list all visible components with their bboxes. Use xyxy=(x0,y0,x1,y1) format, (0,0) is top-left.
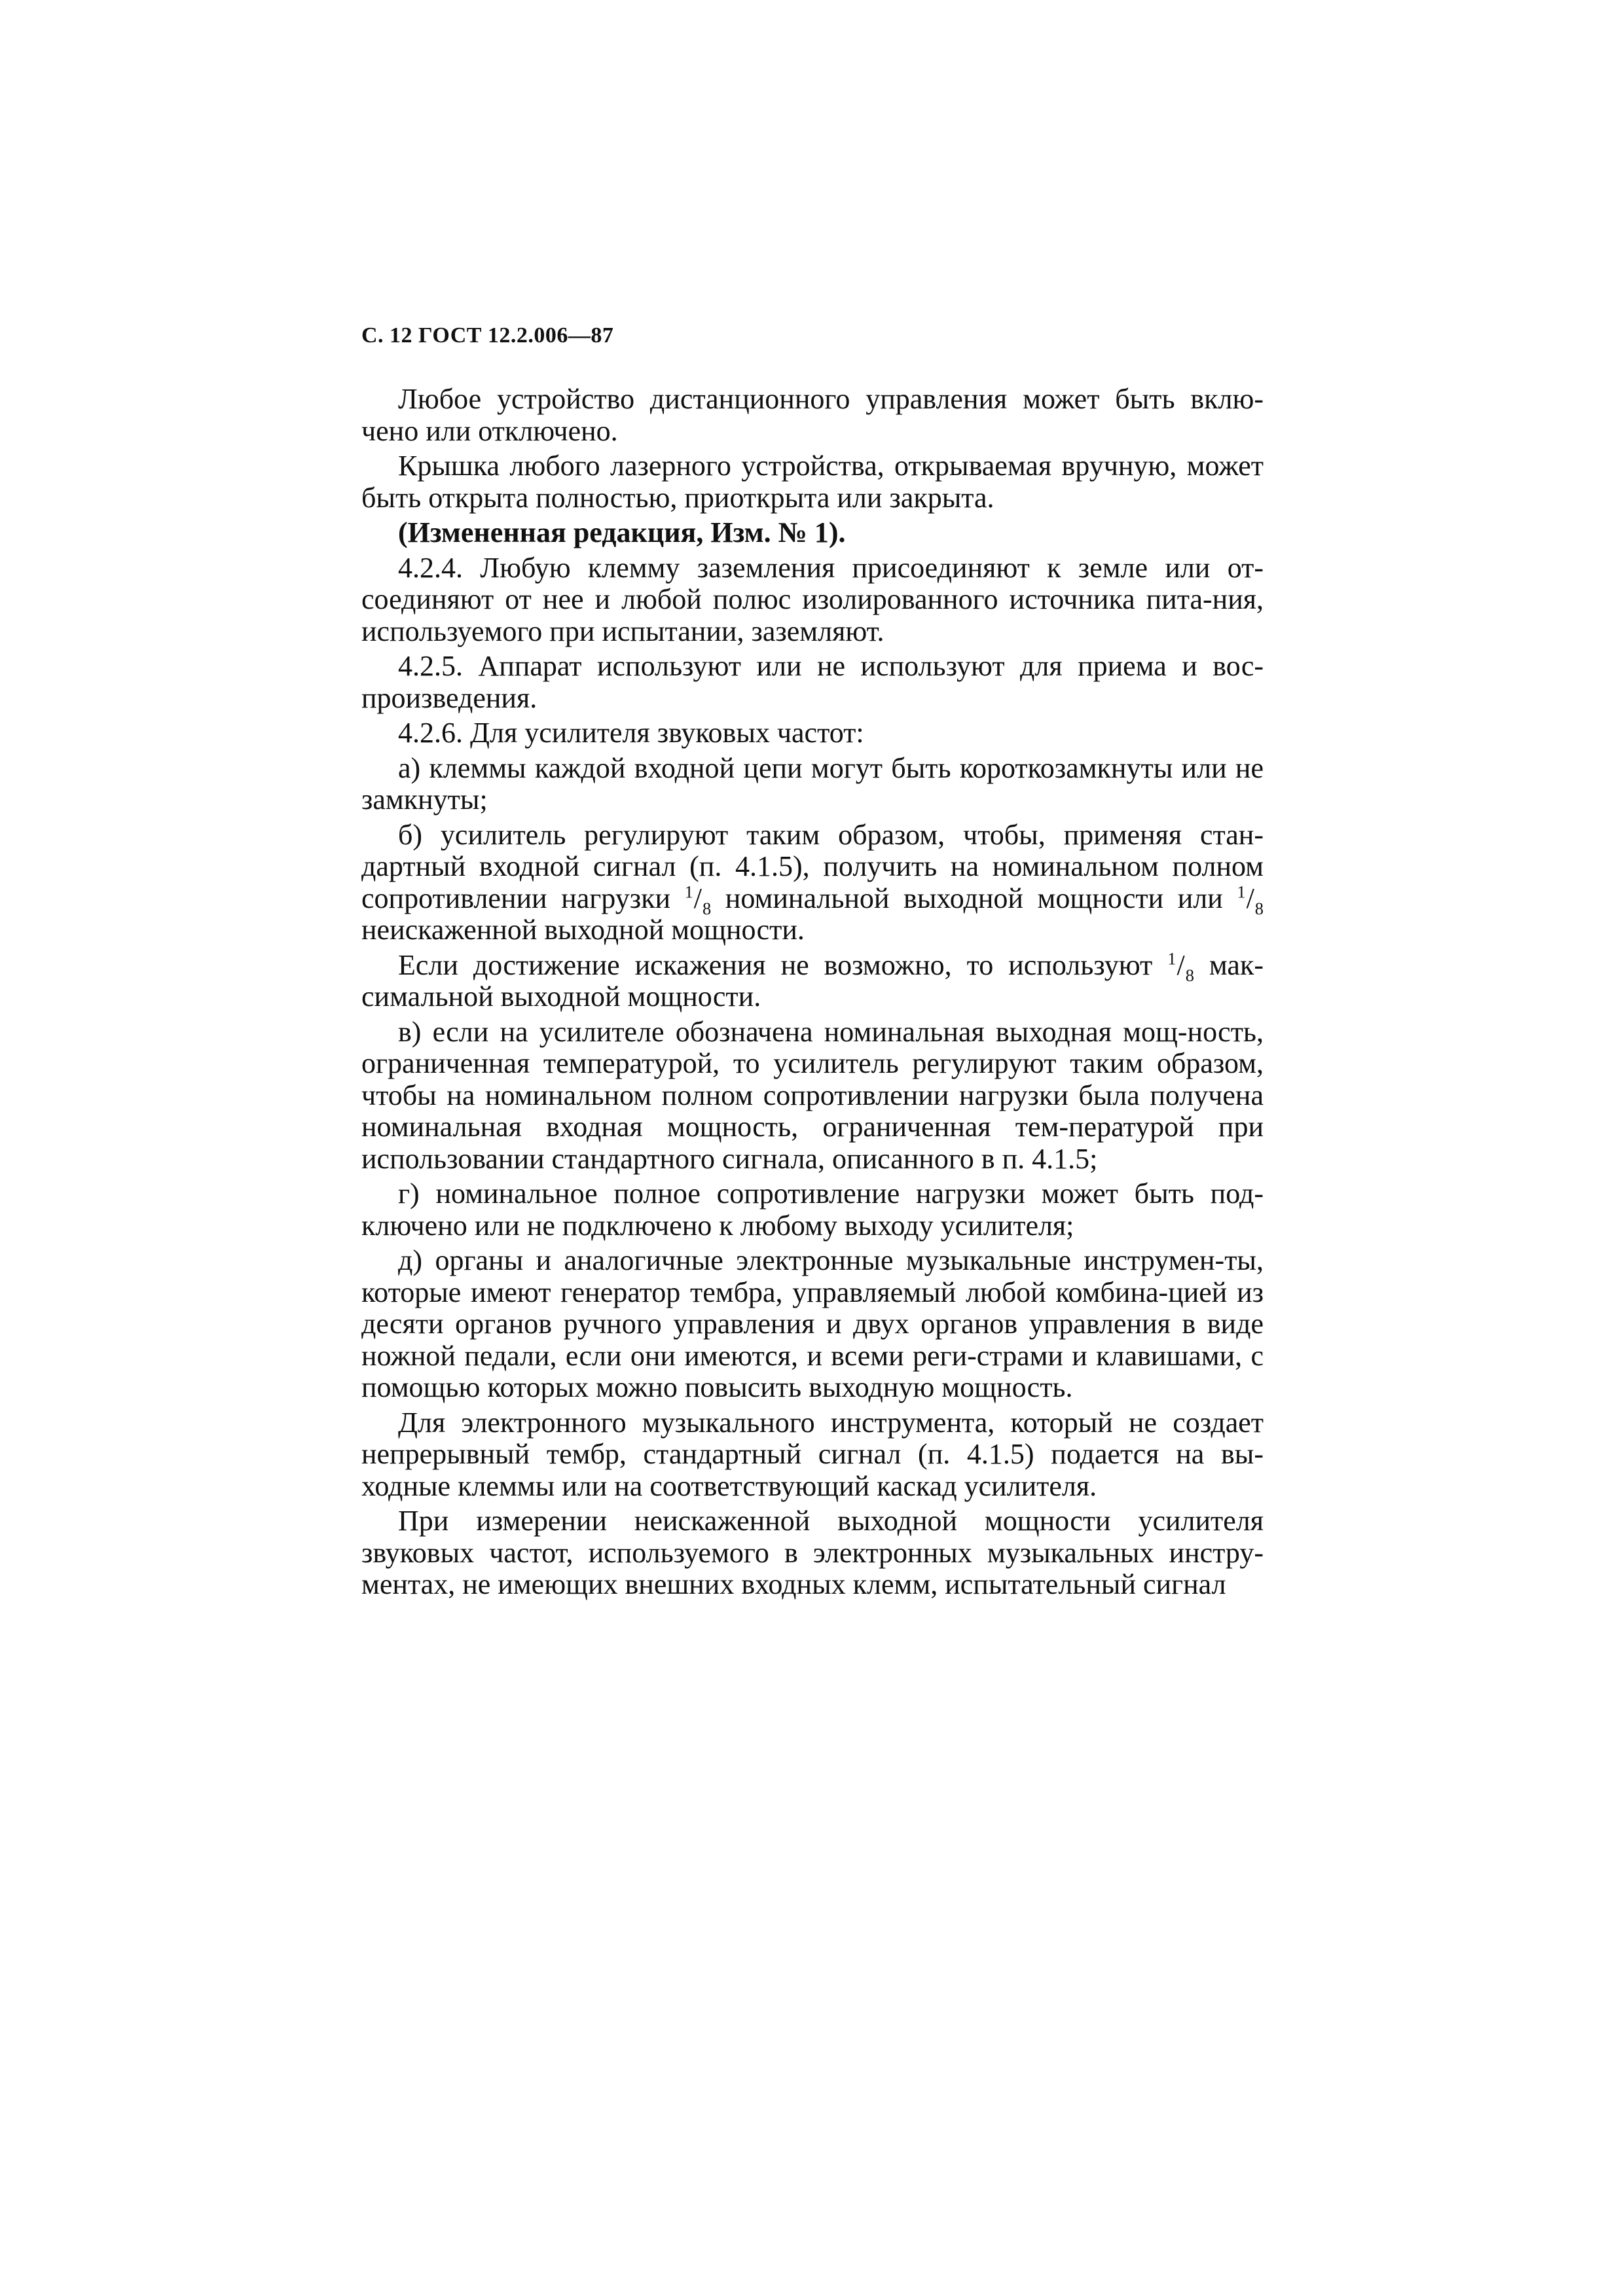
fraction-one-eighth: $^1/_8$ xyxy=(684,881,712,918)
list-item-a: а) клеммы каждой входной цепи могут быть короткозамкнуты или не замкнуты; xyxy=(361,751,1264,816)
list-item-b-part-1: б) усилитель регулируют таким образом, чтобы, применяя стан-​дартный входной сигнал (п. 4.1.5), получить на номинальном полном сопротивлении нагрузки xyxy=(361,818,1264,914)
paragraph-distortion-part-2: мак-​симальной выходной мощности. xyxy=(361,948,1264,1013)
paragraph-laser-cover: Крышка любого лазерного устройства, открываемая вручную, может быть открыта полностью, приоткрыта или закрыта. xyxy=(361,450,1264,514)
list-item-b-part-2: номинальной выходной мощности или xyxy=(711,882,1237,914)
paragraph-4-2-6: 4.2.6. Для усилителя звуковых частот: xyxy=(398,717,864,749)
fraction-one-eighth: $^1/_8$ xyxy=(1237,881,1264,918)
list-item-v: в) если на усилителе обозначена номинальная выходная мощ-​ность, ограниченная температурой, то усилитель регулируют таким образом, чтобы на номинальном полном сопротивлении нагрузки была получена номинальная входная мощность, ограниченная тем-​пературой при использовании стандартного сигнала, описанного в п. 4.1.5; xyxy=(361,1015,1264,1175)
fraction-one-eighth: $^1/_8$ xyxy=(1167,948,1194,985)
paragraph-electronic-instrument: Для электронного музыкального инструмента, который не создает непрерывный тембр, стандартный сигнал (п. 4.1.5) подается на вы-​ходные клеммы или на соответствующий каскад усилителя. xyxy=(361,1406,1264,1502)
list-item-b-part-3: неискаженной выходной мощности. xyxy=(361,914,805,946)
paragraph-4-2-4: 4.2.4. Любую клемму заземления присоединяют к земле или от-​соединяют от нее и любой полюс изолированного источника пита-​ния, используемого при испытании, заземляют. xyxy=(361,551,1264,647)
paragraph-4-2-5: 4.2.5. Аппарат используют или не используют для приема и вос-​произведения. xyxy=(361,650,1264,714)
amendment-note: (Измененная редакция, Изм. № 1). xyxy=(398,516,846,548)
body-text xyxy=(361,384,1264,1604)
paragraph-measurement: При измерении неискаженной выходной мощности усилителя звуковых частот, используемого в электронных музыкальных инстру-​ментах, не имеющих внешних входных клемм, испытательный сигнал xyxy=(361,1505,1264,1600)
paragraph-remote-control: Любое устройство дистанционного управления может быть вклю-​чено или отключено. xyxy=(361,383,1264,447)
paragraph-distortion xyxy=(361,950,1264,1013)
list-item-d: д) органы и аналогичные электронные музыкальные инструмен-​ты, которые имеют генератор тембра, управляемый любой комбина-​цией из десяти органов ручного управления и двух органов управления в виде ножной педали, если они имеются, и всеми реги-​страми и клавишами, с помощью которых можно повысить выходную мощность. xyxy=(361,1244,1264,1403)
running-header: С. 12 ГОСТ 12.2.006—87 xyxy=(361,323,614,348)
list-item-g: г) номинальное полное сопротивление нагрузки может быть под-​ключено или не подключено к любому выходу усилителя; xyxy=(361,1177,1264,1242)
list-item-b xyxy=(361,819,1264,946)
paragraph-distortion-part-1: Если достижение искажения не возможно, то используют xyxy=(398,948,1168,981)
